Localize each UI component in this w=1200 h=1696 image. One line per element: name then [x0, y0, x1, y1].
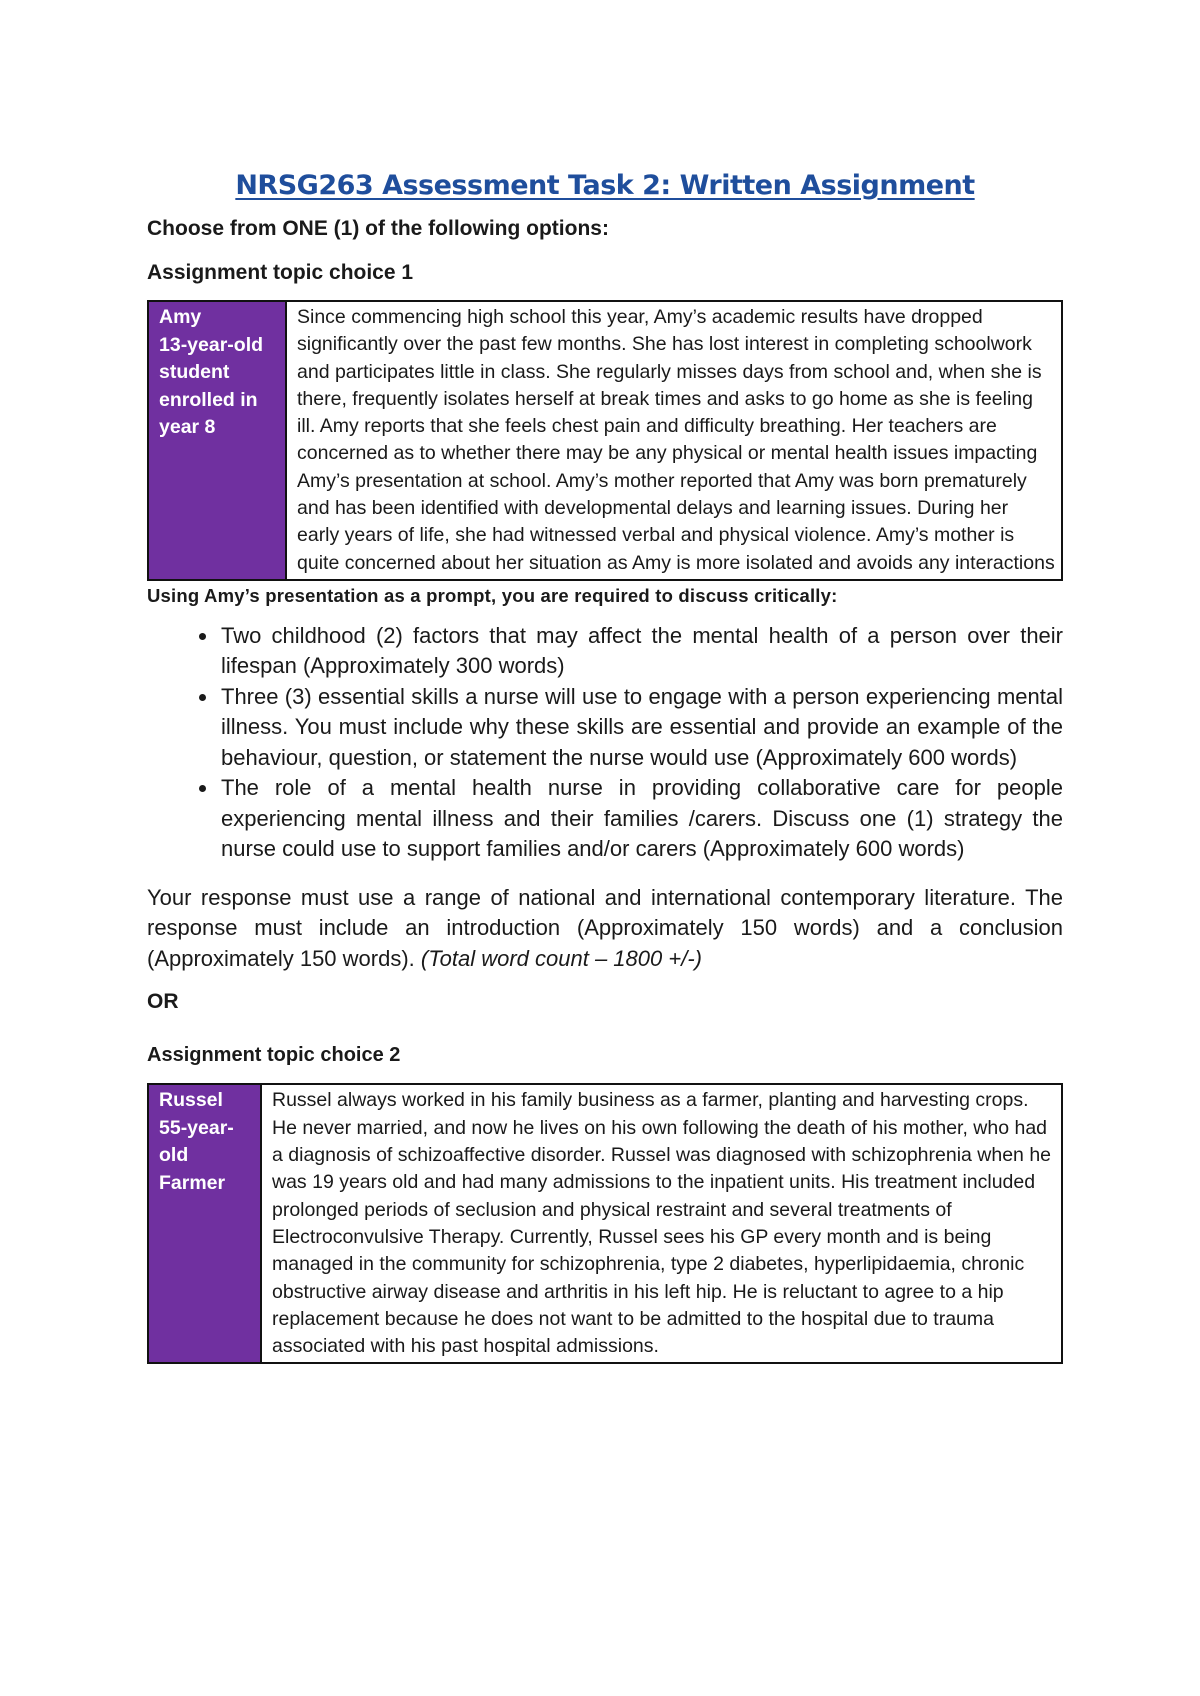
- page-title: NRSG263 Assessment Task 2: Written Assignment: [235, 170, 975, 201]
- case-description-russel: Russel always worked in his family business as a farmer, planting and harvesting crops. He never married, and now he lives on his own following the death of his mother, who had a diagnosis of schizoaffective disorder. Russel was diagnosed with schizophrenia when he was 19 years old and had many admissions to the inpatient units. His treatment included prolonged periods of seclusion and physical restraint and several treatments of Electroconvulsive Therapy. Currently, Russel sees his GP every month and is being managed in the community for schizophrenia, type 2 diabetes, hyperlipidaemia, chronic obstructive airway disease and arthritis in his left hip. He is reluctant to agree to a hip replacement because he does not want to be admitted to the hospital due to trauma associated with his past hospital admissions.: [272, 1089, 1052, 1358]
- case-label-line: Russel: [159, 1089, 223, 1112]
- response-text: Your response must use a range of national and international contemporary literature. The response must include an introduction (Approximately 150 words) and a conclusion (Approximately 150 words).: [147, 884, 1063, 971]
- total-word-count: (Total word count – 1800 +/-): [420, 945, 702, 971]
- case-label-line: student: [159, 361, 230, 383]
- task-list: [147, 621, 1063, 865]
- discussion-prompt: Using Amy’s presentation as a prompt, you are required to discuss critically:: [147, 584, 838, 606]
- case-description-amy: Since commencing high school this year, Amy’s academic results have dropped significantly over the past few months. She has lost interest in completing schoolwork and participates little in class. She regularly misses days from school and, when she is there, frequently isolates herself at break times and asks to go home as she is feeling ill. Amy reports that she feels chest pain and difficulty breathing. Her teachers are concerned as to whether there may be any physical or mental health issues impacting Amy’s presentation at school. Amy’s mother reported that Amy was born prematurely and has been identified with developmental delays and learning issues. During her early years of life, she had witnessed verbal and physical violence. Amy’s mother is quite concerned about her situation as Amy is more isolated and avoids any interactions: [297, 306, 1055, 574]
- topic-1-heading: Assignment topic choice 1: [147, 261, 414, 284]
- list-item: • Two childhood (2) factors that may affect the mental health of a person over their lifespan (Approximately 300 words): [219, 621, 1063, 682]
- response-requirements: [147, 883, 1063, 975]
- case-label-line: enrolled in: [159, 388, 258, 411]
- case-label-line: 55-year-: [159, 1116, 234, 1139]
- topic-2-heading: Assignment topic choice 2: [147, 1044, 401, 1067]
- case-table-amy: [147, 300, 1063, 581]
- options-intro: Choose from ONE (1) of the following options:: [147, 217, 609, 240]
- list-item: • Three (3) essential skills a nurse will use to engage with a person experiencing mental illness. You must include why these skills are essential and provide an example of the behaviour, question, or statement the nurse would use (Approximately 600 words): [219, 682, 1063, 774]
- case-label-line: Amy: [159, 306, 202, 328]
- case-label-line: old: [159, 1144, 189, 1167]
- case-label-russel: [148, 1084, 261, 1363]
- case-label-line: year 8: [159, 416, 216, 438]
- or-separator: OR: [147, 990, 179, 1014]
- case-table-russel: [147, 1083, 1063, 1364]
- case-label-line: 13-year-old: [159, 333, 264, 356]
- list-item: • The role of a mental health nurse in providing collaborative care for people experiencing mental illness and their families /carers. Discuss one (1) strategy the nurse could use to support families and/or carers (Approximately 600 words): [219, 773, 1063, 865]
- document-page: [147, 170, 1063, 1364]
- case-label-amy: [148, 301, 286, 580]
- case-label-line: Farmer: [159, 1171, 226, 1194]
